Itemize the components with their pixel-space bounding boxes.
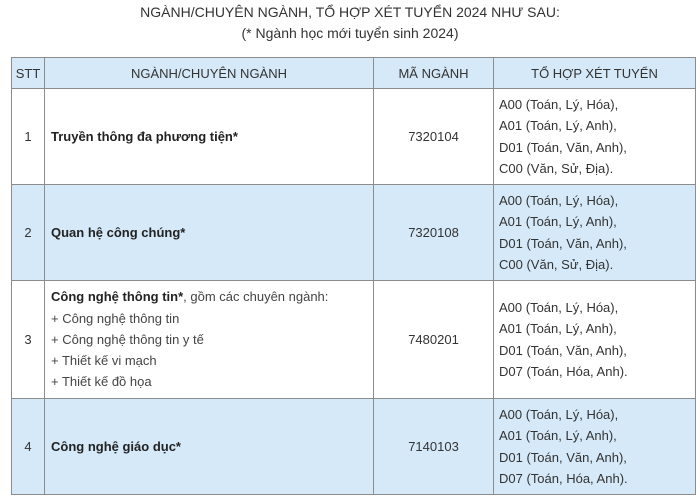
major-name: Quan hệ công chúng* [51,225,186,240]
combo-item: A00 (Toán, Lý, Hóa), [499,299,619,315]
combo-item: A00 (Toán, Lý, Hóa), [499,406,619,422]
row-combos [494,89,696,185]
row-combos [494,281,696,399]
combo-item: A01 (Toán, Lý, Anh), [499,321,617,337]
row-stt: 4 [12,399,45,495]
admission-table [11,57,696,495]
table-row [12,281,696,399]
combo-item: A01 (Toán, Lý, Anh), [499,118,617,134]
specialization-item: + Công nghệ thông tin [51,310,180,326]
major-name-suffix: , gồm các chuyên ngành: [183,289,329,305]
major-name: Công nghệ thông tin* [51,289,184,305]
combo-item: A00 (Toán, Lý, Hóa), [499,192,619,208]
specialization-item: + Thiết kế đồ họa [51,374,152,390]
combo-item: D01 (Toán, Văn, Anh), [499,139,627,155]
major-name: Truyền thông đa phương tiện* [51,129,238,144]
table-header-row [12,58,696,89]
header-code: MÃ NGÀNH [374,58,494,89]
row-major [45,89,374,185]
heading-title: NGÀNH/CHUYÊN NGÀNH, TỔ HỢP XÉT TUYỂN 2024 NHƯ SAU: [140,4,560,20]
specialization-item: + Công nghệ thông tin y tế [51,331,204,347]
combo-item: D07 (Toán, Hóa, Anh). [499,470,628,486]
table-row [12,399,696,495]
page-heading [0,0,700,44]
heading-note: (* Ngành học mới tuyển sinh 2024) [241,25,459,41]
row-stt: 3 [12,281,45,399]
specialization-item: + Thiết kế vi mạch [51,353,157,369]
row-combos [494,185,696,281]
major-title-line [51,286,373,307]
combo-item: C00 (Văn, Sử, Địa). [499,160,614,176]
major-name: Công nghệ giáo dục* [51,439,181,454]
specialization-list [51,308,373,393]
row-code: 7480201 [374,281,494,399]
row-major [45,399,374,495]
combo-item: A01 (Toán, Lý, Anh), [499,428,617,444]
table-row [12,89,696,185]
row-combos [494,399,696,495]
table-row [12,185,696,281]
combo-item: A01 (Toán, Lý, Anh), [499,214,617,230]
row-major [45,185,374,281]
header-stt: STT [12,58,45,89]
row-major [45,281,374,399]
row-stt: 2 [12,185,45,281]
header-combos: TỔ HỢP XÉT TUYỂN [494,58,696,89]
combo-item: D01 (Toán, Văn, Anh), [499,449,627,465]
row-stt: 1 [12,89,45,185]
combo-item: A00 (Toán, Lý, Hóa), [499,96,619,112]
row-code: 7320108 [374,185,494,281]
row-code: 7140103 [374,399,494,495]
combo-item: D07 (Toán, Hóa, Anh). [499,363,628,379]
combo-item: C00 (Văn, Sử, Địa). [499,256,614,272]
header-major: NGÀNH/CHUYÊN NGÀNH [45,58,374,89]
row-code: 7320104 [374,89,494,185]
combo-item: D01 (Toán, Văn, Anh), [499,235,627,251]
combo-item: D01 (Toán, Văn, Anh), [499,342,627,358]
